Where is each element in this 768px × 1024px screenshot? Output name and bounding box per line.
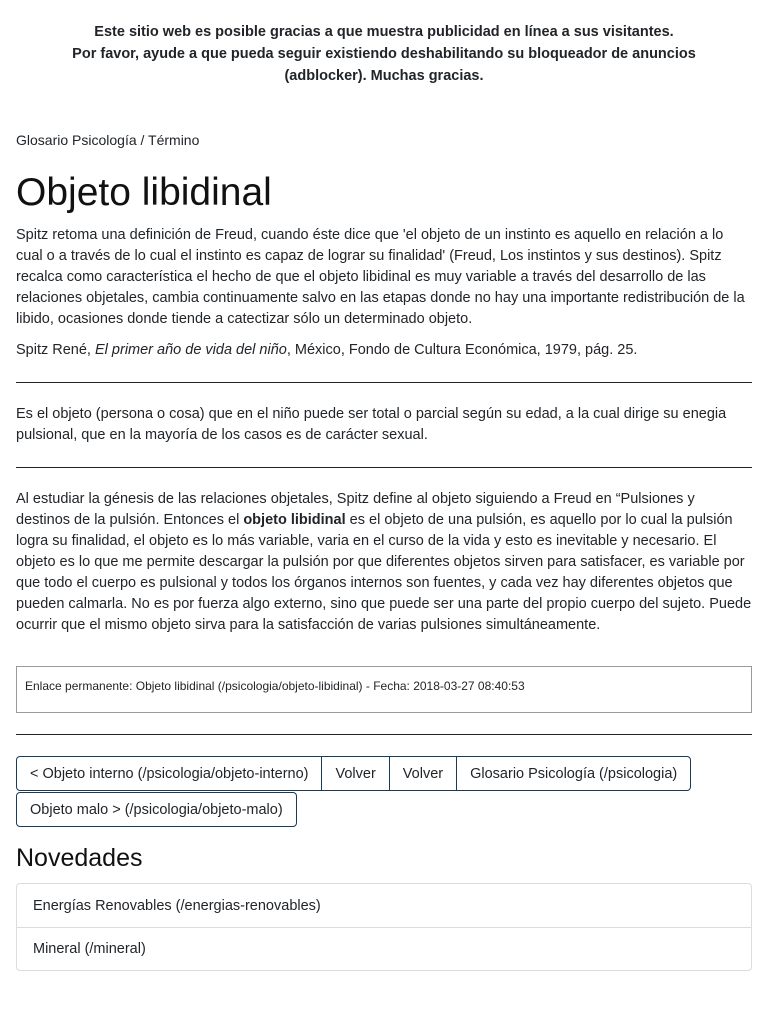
adblock-notice-line1: Este sitio web es posible gracias a que muestra publicidad en línea a sus visitantes. xyxy=(94,24,674,40)
adblock-notice xyxy=(40,0,728,87)
divider xyxy=(16,734,752,735)
citation-rest: , México, Fondo de Cultura Económica, 1979, pág. 25. xyxy=(286,342,638,358)
definition-3-text xyxy=(16,489,752,636)
permalink-box: Enlace permanente: Objeto libidinal (/psicologia/objeto-libidinal) - Fecha: 2018-03-27 08:40:53 xyxy=(16,666,752,713)
definition-3-after: es el objeto de una pulsión, es aquello por lo cual la pulsión logra su finalidad, el objeto es lo más variable, varia en el curso de la vida y esto es inevitable y necesario. El objeto es lo que me permite descargar la pulsión por que diferentes objetos sirven para satisfacer, es variable por que todo el cuerpo es pulsional y todos los órganos internos son fuentes, y cada vez hay diferentes objetos que pueden calmarla. No es por fuerza algo externo, sino que puede ser una parte del propio cuerpo del sujeto. Puede ocurrir que el mismo objeto sirva para la satisfacción de varias pulsiones simultáneamente. xyxy=(16,512,752,633)
breadcrumb: Glosario Psicología / Término xyxy=(16,132,200,148)
back-button[interactable]: Volver xyxy=(321,756,389,791)
prev-term-button[interactable]: < Objeto interno (/psicologia/objeto-interno) xyxy=(16,756,322,791)
definition-1-text: Spitz retoma una definición de Freud, cuando éste dice que 'el objeto de un instinto es aquello en relación a lo cual o a través de lo cual el instinto es capaz de lograr su finalidad' (Freud, Los instintos y sus destinos). Spitz recalca como característica el hecho de que el objeto libidinal es muy variable a través del desarrollo de las relaciones objetales, cambia continuamente salvo en las etapas donde no hay una importante redistribución de la libido, ocasiones donde tiende a catectizar sólo un determinado objeto. xyxy=(16,227,745,327)
divider xyxy=(16,467,752,468)
definition-3-before: Al estudiar la génesis de las relaciones objetales, Spitz define al objeto siguiendo a Freud en “Pulsiones y destinos de la pulsión. Entonces el xyxy=(16,491,695,528)
news-heading: Novedades xyxy=(16,844,143,872)
main-content xyxy=(0,131,768,971)
definition-3-bold-term: objeto libidinal xyxy=(243,512,346,528)
news-list xyxy=(16,883,752,971)
term-navigation xyxy=(16,756,756,827)
definition-1-citation xyxy=(16,340,752,361)
adblock-notice-line2: Por favor, ayude a que pueda seguir existiendo deshabilitando su bloqueador de anuncios (adblocker). Muchas gracias. xyxy=(72,46,696,84)
back-button-2[interactable]: Volver xyxy=(389,756,457,791)
next-term-button[interactable]: Objeto malo > (/psicologia/objeto-malo) xyxy=(16,792,297,827)
divider xyxy=(16,382,752,383)
news-item[interactable]: Mineral (/mineral) xyxy=(17,927,751,970)
page-title: Objeto libidinal xyxy=(16,171,272,214)
citation-author: Spitz René, xyxy=(16,342,95,358)
glossary-button[interactable]: Glosario Psicología (/psicologia) xyxy=(456,756,691,791)
citation-work: El primer año de vida del niño xyxy=(95,342,287,358)
definition-2-text: Es el objeto (persona o cosa) que en el niño puede ser total o parcial según su edad, a la cual dirige su enegia pulsional, que en la mayoría de los casos es de carácter sexual. xyxy=(16,406,727,443)
news-item[interactable]: Energías Renovables (/energias-renovables) xyxy=(33,897,321,914)
